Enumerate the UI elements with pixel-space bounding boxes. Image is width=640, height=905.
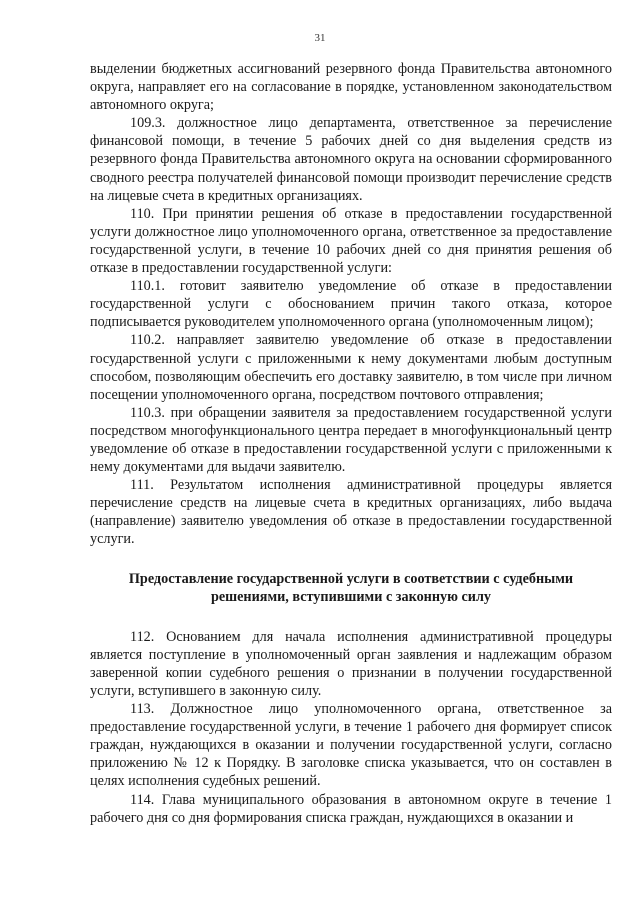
paragraph-continuation: выделении бюджетных ассигнований резервного фонда Правительства автономного округа, направляет его на согласование в порядке, установленном законодательством автономного округа; <box>90 61 612 114</box>
paragraph-110-2: 110.2. направляет заявителю уведомление об отказе в предоставлении государственной услуги с приложенными к нему документами любым доступным способом, позволяющим обеспечить его доставку заявителю, в том числе при личном посещении уполномоченного органа, посредством почтового отправления; <box>90 332 612 403</box>
paragraph-114: 114. Глава муниципального образования в автономном округе в течение 1 рабочего дня со дня формирования списка граждан, нуждающихся в оказании и <box>90 791 612 826</box>
page-number: 31 <box>314 32 326 44</box>
paragraph-110: 110. При принятии решения об отказе в предоставлении государственной услуги должностное лицо уполномоченного органа, ответственное за предоставление государственной услуги, в течение 10 рабочих дней со дня принятия решения об отказе в предоставлении государственной услуги: <box>90 205 612 277</box>
document-body <box>90 60 612 827</box>
paragraph-113: 113. Должностное лицо уполномоченного органа, ответственное за предоставление государственной услуги, в течение 1 рабочего дня формирует список граждан, нуждающихся в оказании и получении государственной услуги, согласно приложению № 12 к Порядку. В заголовке списка указывается, что он составлен в целях исполнения судебных решений. <box>90 701 612 790</box>
paragraph-110-1: 110.1. готовит заявителю уведомление об отказе в предоставлении государственной услуги с обоснованием причин такого отказа, которое подписывается руководителем уполномоченного органа (уполномоченным лицом); <box>90 278 612 331</box>
paragraph-109-3: 109.3. должностное лицо департамента, ответственное за перечисление финансовой помощи, в течение 5 рабочих дней со дня выделения средств из резервного фонда Правительства автономного округа на основании сформированного сводного реестра получателей финансовой помощи производит перечисление средств на лицевые счета в кредитных организациях. <box>90 115 612 204</box>
paragraph-110-3: 110.3. при обращении заявителя за предоставлением государственной услуги посредством многофункционального центра передает в многофункциональный центр уведомление об отказе в предоставлении государственной услуги с приложенными к нему документами для выдачи заявителю. <box>90 404 612 476</box>
paragraph-111: 111. Результатом исполнения административной процедуры является перечисление средств на лицевые счета в кредитных организациях, либо выдача (направление) заявителю уведомления об отказе в предоставлении государственной услуги. <box>90 477 612 548</box>
section-heading: Предоставление государственной услуги в соответствии с судебными решениями, вступившими с законную силу <box>128 570 574 605</box>
paragraph-112: 112. Основанием для начала исполнения административной процедуры является поступление в уполномоченный орган заявления и надлежащим образом заверенной копии судебного решения о признании в получении государственной услуги, вступившего в законную силу. <box>90 628 612 699</box>
